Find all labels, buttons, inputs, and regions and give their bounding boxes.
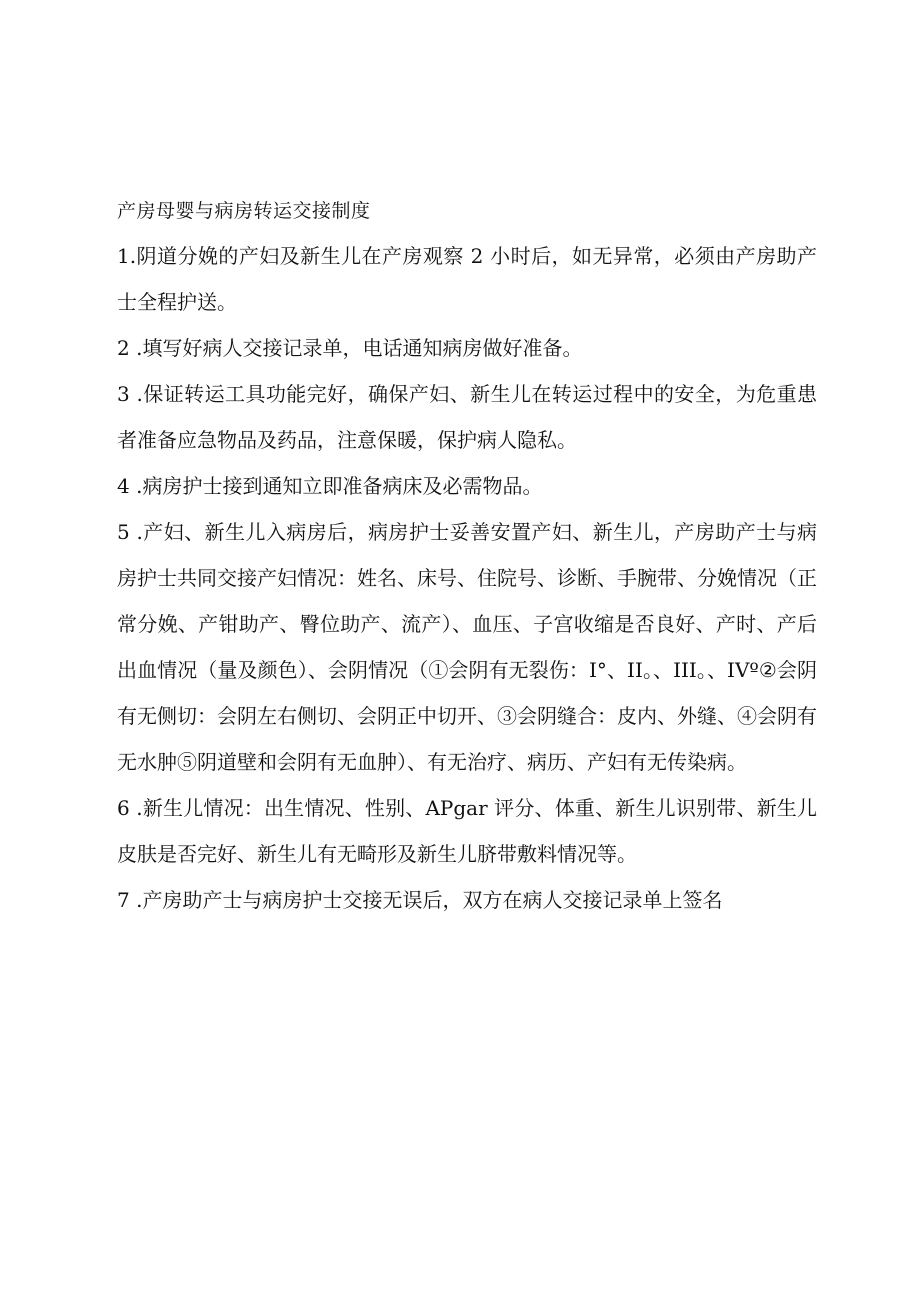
item-text: 新生儿情况：出生情况、性别、APgar 评分、体重、新生儿识别带、新生儿皮肤是否完好、新生儿有无畸形及新生儿脐带敷料情况等。 bbox=[117, 796, 817, 866]
item-text: 填写好病人交接记录单，电话通知病房做好准备。 bbox=[142, 336, 583, 360]
list-item bbox=[117, 877, 817, 923]
item-text: 病房护士接到通知立即准备病床及必需物品。 bbox=[142, 474, 543, 498]
list-item bbox=[117, 371, 817, 463]
item-text: 产妇、新生儿入病房后，病房护士妥善安置产妇、新生儿，产房助产士与病房护士共同交接产妇情况：姓名、床号、住院号、诊断、手腕带、分娩情况（正常分娩、产钳助产、臀位助产、流产）、血压、子宫收缩是否良好、产时、产后出血情况（量及颜色）、会阴情况（①会阴有无裂伤：I°、II。、III。、IVº②会阴有无侧切：会阴左右侧切、会阴正中切开、③会阴缝合：皮内、外缝、④会阴有无水肿⑤阴道壁和会阴有无血肿）、有无治疗、病历、产妇有无传染病。 bbox=[117, 520, 817, 774]
list-item bbox=[117, 509, 817, 785]
item-text: 产房助产士与病房护士交接无误后，双方在病人交接记录单上签名 bbox=[142, 888, 723, 912]
item-number: 3 . bbox=[117, 382, 143, 406]
item-number: 2 . bbox=[117, 336, 143, 360]
list-item bbox=[117, 325, 817, 371]
list-item bbox=[117, 463, 817, 509]
item-number: 5 . bbox=[117, 520, 143, 544]
item-number: 4 . bbox=[117, 474, 143, 498]
item-text: 阴道分娩的产妇及新生儿在产房观察 2 小时后，如无异常，必须由产房助产士全程护送。 bbox=[117, 244, 817, 314]
item-number: 6 . bbox=[117, 796, 143, 820]
list-item bbox=[117, 785, 817, 877]
document-body bbox=[117, 196, 817, 923]
item-text: 保证转运工具功能完好，确保产妇、新生儿在转运过程中的安全，为危重患者准备应急物品及药品，注意保暖，保护病人隐私。 bbox=[117, 382, 817, 452]
item-number: 1. bbox=[117, 244, 137, 268]
document-title: 产房母婴与病房转运交接制度 bbox=[117, 200, 371, 222]
item-number: 7 . bbox=[117, 888, 143, 912]
list-item bbox=[117, 233, 817, 325]
